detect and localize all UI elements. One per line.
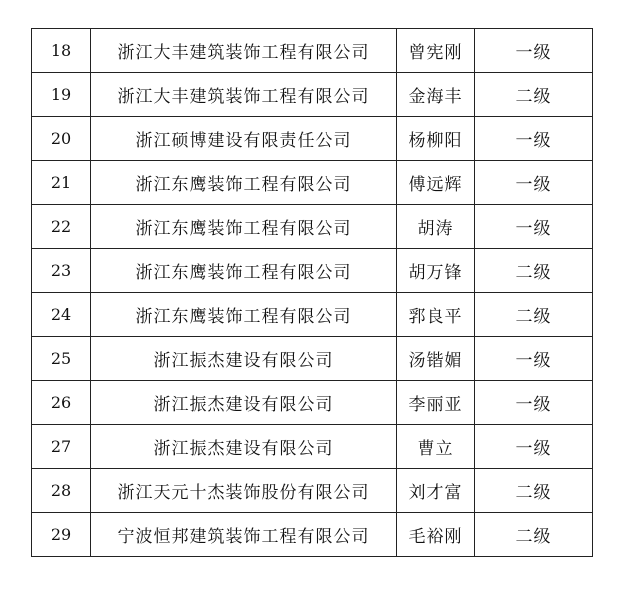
table-row (32, 337, 593, 381)
company-name: 浙江东鹰装饰工程有限公司 (91, 161, 397, 205)
grade-level: 一级 (475, 161, 593, 205)
person-name: 汤锴媚 (397, 337, 475, 381)
person-name: 刘才富 (397, 469, 475, 513)
row-number: 28 (32, 469, 91, 513)
grade-level: 二级 (475, 513, 593, 557)
personnel-table (31, 28, 593, 557)
company-name: 浙江大丰建筑装饰工程有限公司 (91, 73, 397, 117)
person-name: 杨柳阳 (397, 117, 475, 161)
grade-level: 一级 (475, 117, 593, 161)
person-name: 曾宪刚 (397, 29, 475, 73)
personnel-table-container (31, 28, 593, 557)
table-row (32, 205, 593, 249)
company-name: 浙江振杰建设有限公司 (91, 381, 397, 425)
row-number: 20 (32, 117, 91, 161)
company-name: 浙江振杰建设有限公司 (91, 337, 397, 381)
table-row (32, 73, 593, 117)
table-row (32, 249, 593, 293)
table-row (32, 29, 593, 73)
grade-level: 二级 (475, 469, 593, 513)
table-row (32, 425, 593, 469)
row-number: 21 (32, 161, 91, 205)
grade-level: 一级 (475, 425, 593, 469)
person-name: 郛良平 (397, 293, 475, 337)
company-name: 浙江东鹰装饰工程有限公司 (91, 249, 397, 293)
table-row (32, 293, 593, 337)
row-number: 29 (32, 513, 91, 557)
grade-level: 二级 (475, 249, 593, 293)
grade-level: 一级 (475, 29, 593, 73)
row-number: 24 (32, 293, 91, 337)
person-name: 胡涛 (397, 205, 475, 249)
company-name: 浙江硕博建设有限责任公司 (91, 117, 397, 161)
company-name: 浙江大丰建筑装饰工程有限公司 (91, 29, 397, 73)
row-number: 22 (32, 205, 91, 249)
company-name: 浙江天元十杰装饰股份有限公司 (91, 469, 397, 513)
row-number: 26 (32, 381, 91, 425)
table-row (32, 469, 593, 513)
person-name: 曹立 (397, 425, 475, 469)
table-row (32, 513, 593, 557)
row-number: 18 (32, 29, 91, 73)
company-name: 浙江东鹰装饰工程有限公司 (91, 205, 397, 249)
person-name: 胡万锋 (397, 249, 475, 293)
row-number: 25 (32, 337, 91, 381)
company-name: 浙江东鹰装饰工程有限公司 (91, 293, 397, 337)
person-name: 毛裕刚 (397, 513, 475, 557)
table-row (32, 381, 593, 425)
table-row (32, 117, 593, 161)
row-number: 23 (32, 249, 91, 293)
grade-level: 一级 (475, 337, 593, 381)
person-name: 傅远辉 (397, 161, 475, 205)
row-number: 19 (32, 73, 91, 117)
table-row (32, 161, 593, 205)
person-name: 金海丰 (397, 73, 475, 117)
company-name: 宁波恒邦建筑装饰工程有限公司 (91, 513, 397, 557)
grade-level: 一级 (475, 205, 593, 249)
company-name: 浙江振杰建设有限公司 (91, 425, 397, 469)
person-name: 李丽亚 (397, 381, 475, 425)
grade-level: 一级 (475, 381, 593, 425)
grade-level: 二级 (475, 73, 593, 117)
grade-level: 二级 (475, 293, 593, 337)
row-number: 27 (32, 425, 91, 469)
